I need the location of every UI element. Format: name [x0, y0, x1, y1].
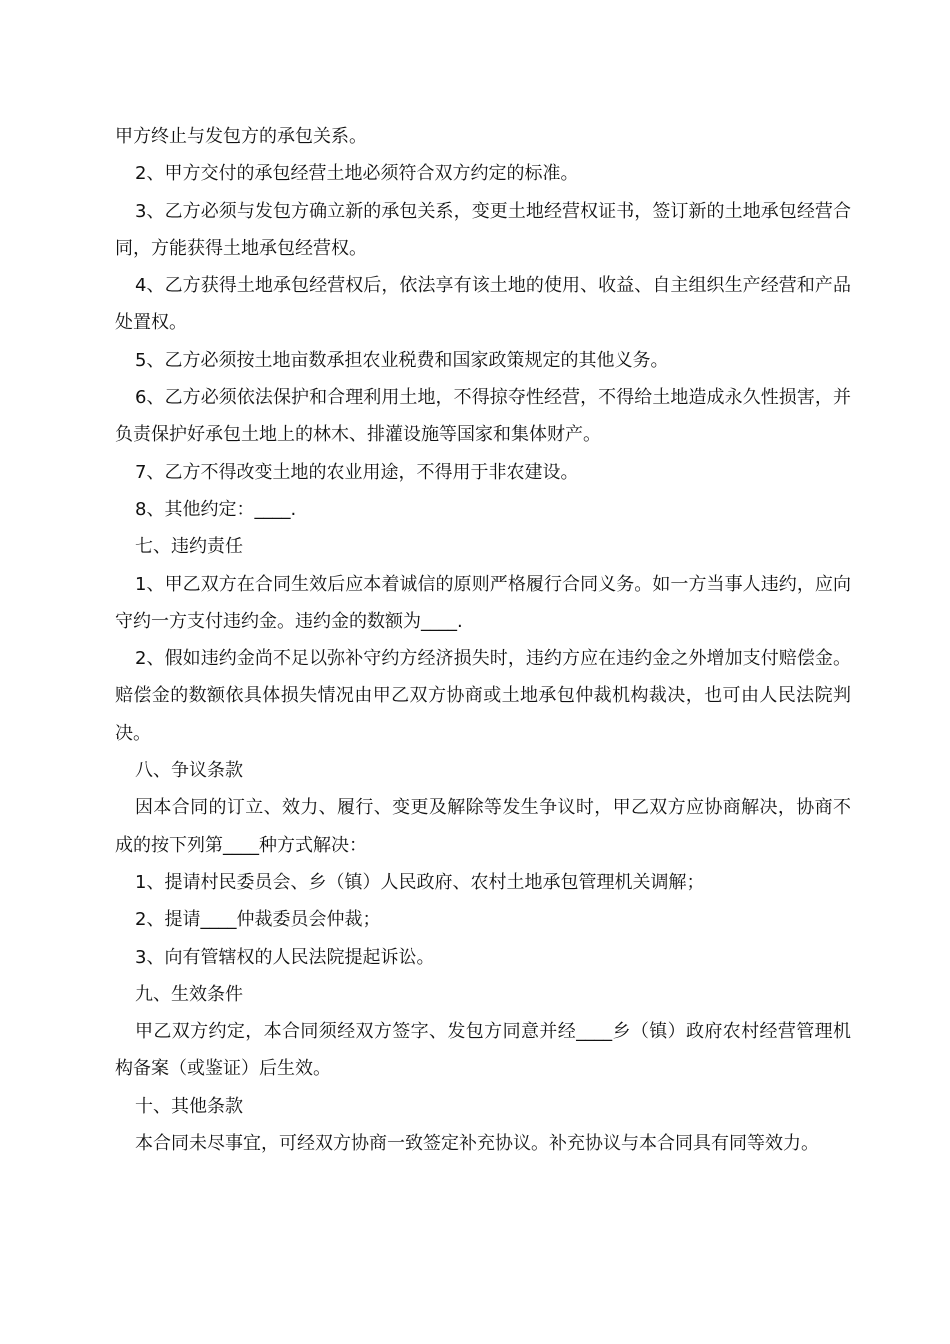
- dispute-option-1: 1、提请村民委员会、乡（镇）人民政府、农村土地承包管理机关调解；: [135, 871, 705, 893]
- other-terms: 本合同未尽事宜，可经双方协商一致签定补充协议。补充协议与本合同具有同等效力。: [135, 1133, 819, 1155]
- clause-8: 8、其他约定：____.: [135, 498, 297, 520]
- clause-2: 2、甲方交付的承包经营土地必须符合双方约定的标准。: [135, 163, 579, 185]
- dispute-intro: 因本合同的订立、效力、履行、变更及解除等发生争议时，甲乙双方应协商解决，协商不成的按下列第____种方式解决：: [115, 797, 851, 856]
- section-heading-8: 八、争议条款: [135, 760, 243, 782]
- clause-4: 4、乙方获得土地承包经营权后，依法享有该土地的使用、收益、自主组织生产经营和产品处置权。: [115, 275, 851, 334]
- breach-clause-2: 2、假如违约金尚不足以弥补守约方经济损失时，违约方应在违约金之外增加支付赔偿金。赔偿金的数额依具体损失情况由甲乙双方协商或土地承包仲裁机构裁决，也可由人民法院判决。: [115, 648, 851, 744]
- breach-clause-1: 1、甲乙双方在合同生效后应本着诚信的原则严格履行合同义务。如一方当事人违约，应向守约一方支付违约金。违约金的数额为____.: [115, 573, 851, 632]
- section-heading-7: 七、违约责任: [135, 536, 243, 558]
- clause-5: 5、乙方必须按土地亩数承担农业税费和国家政策规定的其他义务。: [135, 349, 669, 371]
- clause-3: 3、乙方必须与发包方确立新的承包关系，变更土地经营权证书，签订新的土地承包经营合同，方能获得土地承包经营权。: [115, 200, 851, 259]
- document-page: [115, 118, 851, 1162]
- clause-6: 6、乙方必须依法保护和合理利用土地，不得掠夺性经营，不得给土地造成永久性损害，并负责保护好承包土地上的林木、排灌设施等国家和集体财产。: [115, 387, 851, 446]
- paragraph-continuation: 甲方终止与发包方的承包关系。: [115, 126, 367, 147]
- effect-condition: 甲乙双方约定，本合同须经双方签字、发包方同意并经____乡（镇）政府农村经营管理机构备案（或鉴证）后生效。: [115, 1021, 851, 1080]
- section-heading-9: 九、生效条件: [135, 983, 243, 1005]
- dispute-option-2: 2、提请____仲裁委员会仲裁；: [135, 909, 381, 931]
- clause-7: 7、乙方不得改变土地的农业用途，不得用于非农建设。: [135, 461, 579, 483]
- section-heading-10: 十、其他条款: [135, 1095, 243, 1117]
- dispute-option-3: 3、向有管辖权的人民法院提起诉讼。: [135, 946, 435, 968]
